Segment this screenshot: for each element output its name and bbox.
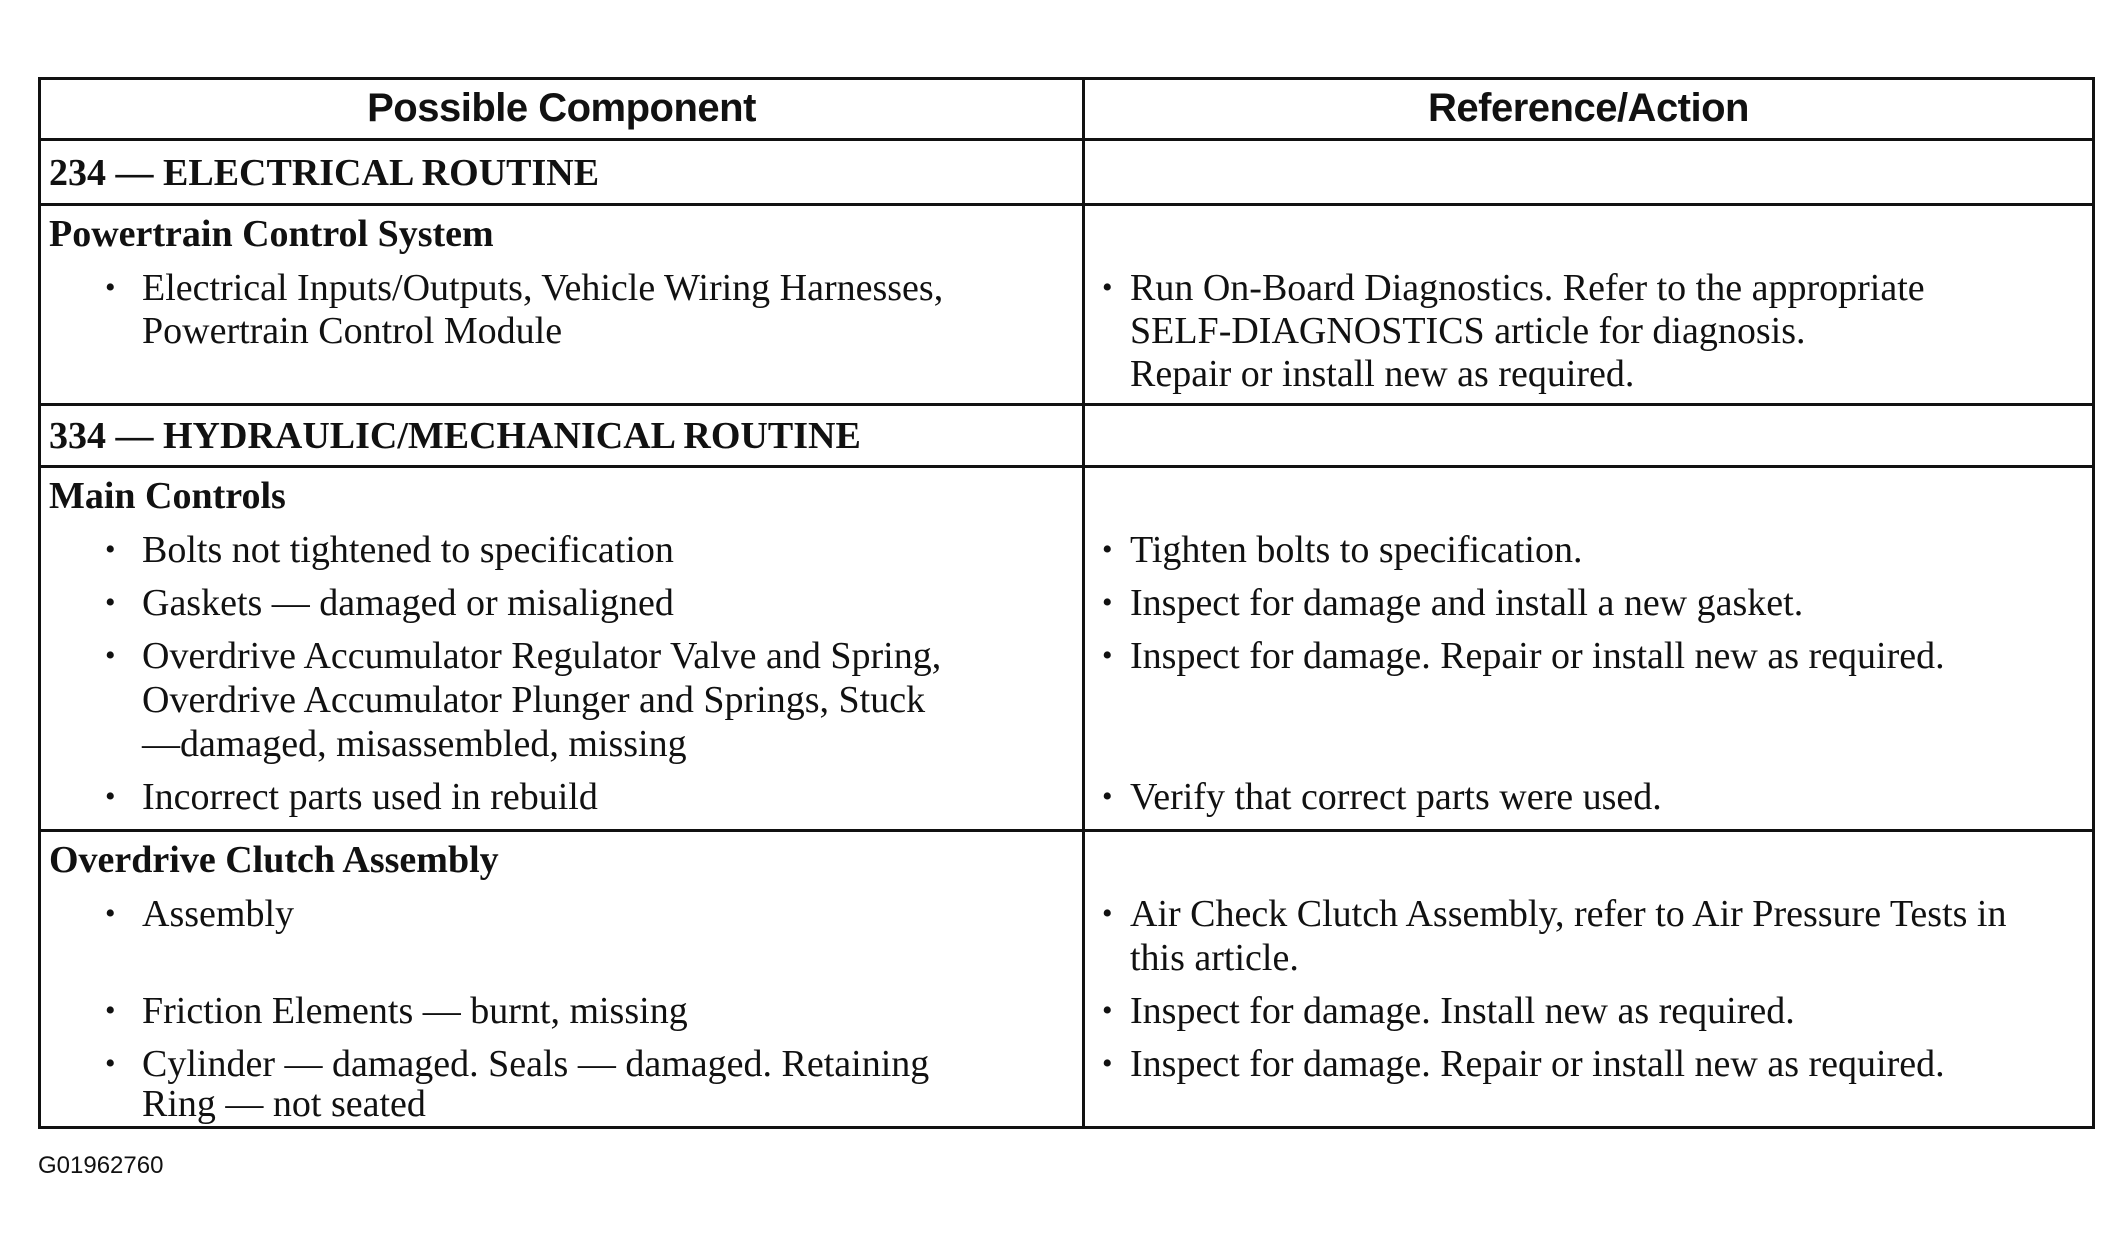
component-item-text: Friction Elements — burnt, missing — [142, 990, 688, 1032]
section-row-main-controls — [41, 468, 2092, 832]
bullet-icon: • — [1102, 897, 1113, 930]
component-item-text: Gaskets — damaged or misaligned — [142, 582, 674, 624]
routine-title-hydraulic: 334 — HYDRAULIC/MECHANICAL ROUTINE — [49, 415, 861, 457]
bullet-icon: • — [1102, 780, 1113, 813]
action-item-text: Inspect for damage and install a new gasket. — [1130, 582, 1804, 624]
bullet-icon: • — [105, 780, 116, 813]
action-item-text: this article. — [1130, 937, 1299, 979]
routine-row-electrical — [41, 141, 2092, 206]
bullet-icon: • — [105, 1047, 116, 1080]
component-item-text: Overdrive Accumulator Plunger and Springs, Stuck — [142, 679, 926, 721]
bullet-icon: • — [1102, 994, 1113, 1027]
action-item-text: Run On-Board Diagnostics. Refer to the appropriate — [1130, 267, 1925, 309]
component-item-text: Electrical Inputs/Outputs, Vehicle Wiring Harnesses, — [142, 267, 944, 309]
routine-title-electrical: 234 — ELECTRICAL ROUTINE — [49, 152, 600, 194]
section-title-powertrain: Powertrain Control System — [49, 213, 494, 255]
action-item-text: Air Check Clutch Assembly, refer to Air Pressure Tests in — [1130, 893, 2007, 935]
action-item-text: SELF-DIAGNOSTICS article for diagnosis. — [1130, 310, 1806, 352]
column-header-possible-component: Possible Component — [367, 86, 756, 130]
bullet-icon: • — [1102, 271, 1113, 304]
action-item-text: Inspect for damage. Repair or install new as required. — [1130, 635, 1945, 677]
bullet-icon: • — [1102, 586, 1113, 619]
action-item-text: Inspect for damage. Repair or install new as required. — [1130, 1043, 1945, 1085]
component-item-text: Bolts not tightened to specification — [142, 529, 674, 571]
component-item-text: Incorrect parts used in rebuild — [142, 776, 598, 818]
bullet-icon: • — [105, 994, 116, 1027]
column-header-reference-action: Reference/Action — [1428, 86, 1749, 130]
component-item-text: —damaged, misassembled, missing — [142, 723, 687, 765]
component-item-text: Cylinder — damaged. Seals — damaged. Retaining — [142, 1043, 930, 1085]
component-item-text: Assembly — [142, 893, 294, 935]
section-row-powertrain — [41, 206, 2092, 406]
bullet-icon: • — [105, 271, 116, 304]
component-item-text: Ring — not seated — [142, 1083, 426, 1125]
action-item-text: Repair or install new as required. — [1130, 353, 1635, 395]
section-title-overdrive-clutch: Overdrive Clutch Assembly — [49, 839, 499, 881]
bullet-icon: • — [105, 586, 116, 619]
section-title-main-controls: Main Controls — [49, 475, 286, 517]
bullet-icon: • — [1102, 639, 1113, 672]
bullet-icon: • — [105, 533, 116, 566]
table-header-row — [41, 80, 2092, 141]
diagnosis-table — [38, 77, 2095, 1129]
bullet-icon: • — [105, 897, 116, 930]
component-item-text: Powertrain Control Module — [142, 310, 563, 352]
figure-id: G01962760 — [38, 1152, 164, 1179]
bullet-icon: • — [1102, 533, 1113, 566]
action-item-text: Tighten bolts to specification. — [1130, 529, 1583, 571]
bullet-icon: • — [1102, 1047, 1113, 1080]
bullet-icon: • — [105, 639, 116, 672]
action-item-text: Inspect for damage. Install new as required. — [1130, 990, 1795, 1032]
action-item-text: Verify that correct parts were used. — [1130, 776, 1662, 818]
routine-row-hydraulic — [41, 406, 2092, 468]
section-row-overdrive-clutch — [41, 832, 2092, 1126]
component-item-text: Overdrive Accumulator Regulator Valve and Spring, — [142, 635, 942, 677]
column-divider — [1082, 80, 1085, 1126]
